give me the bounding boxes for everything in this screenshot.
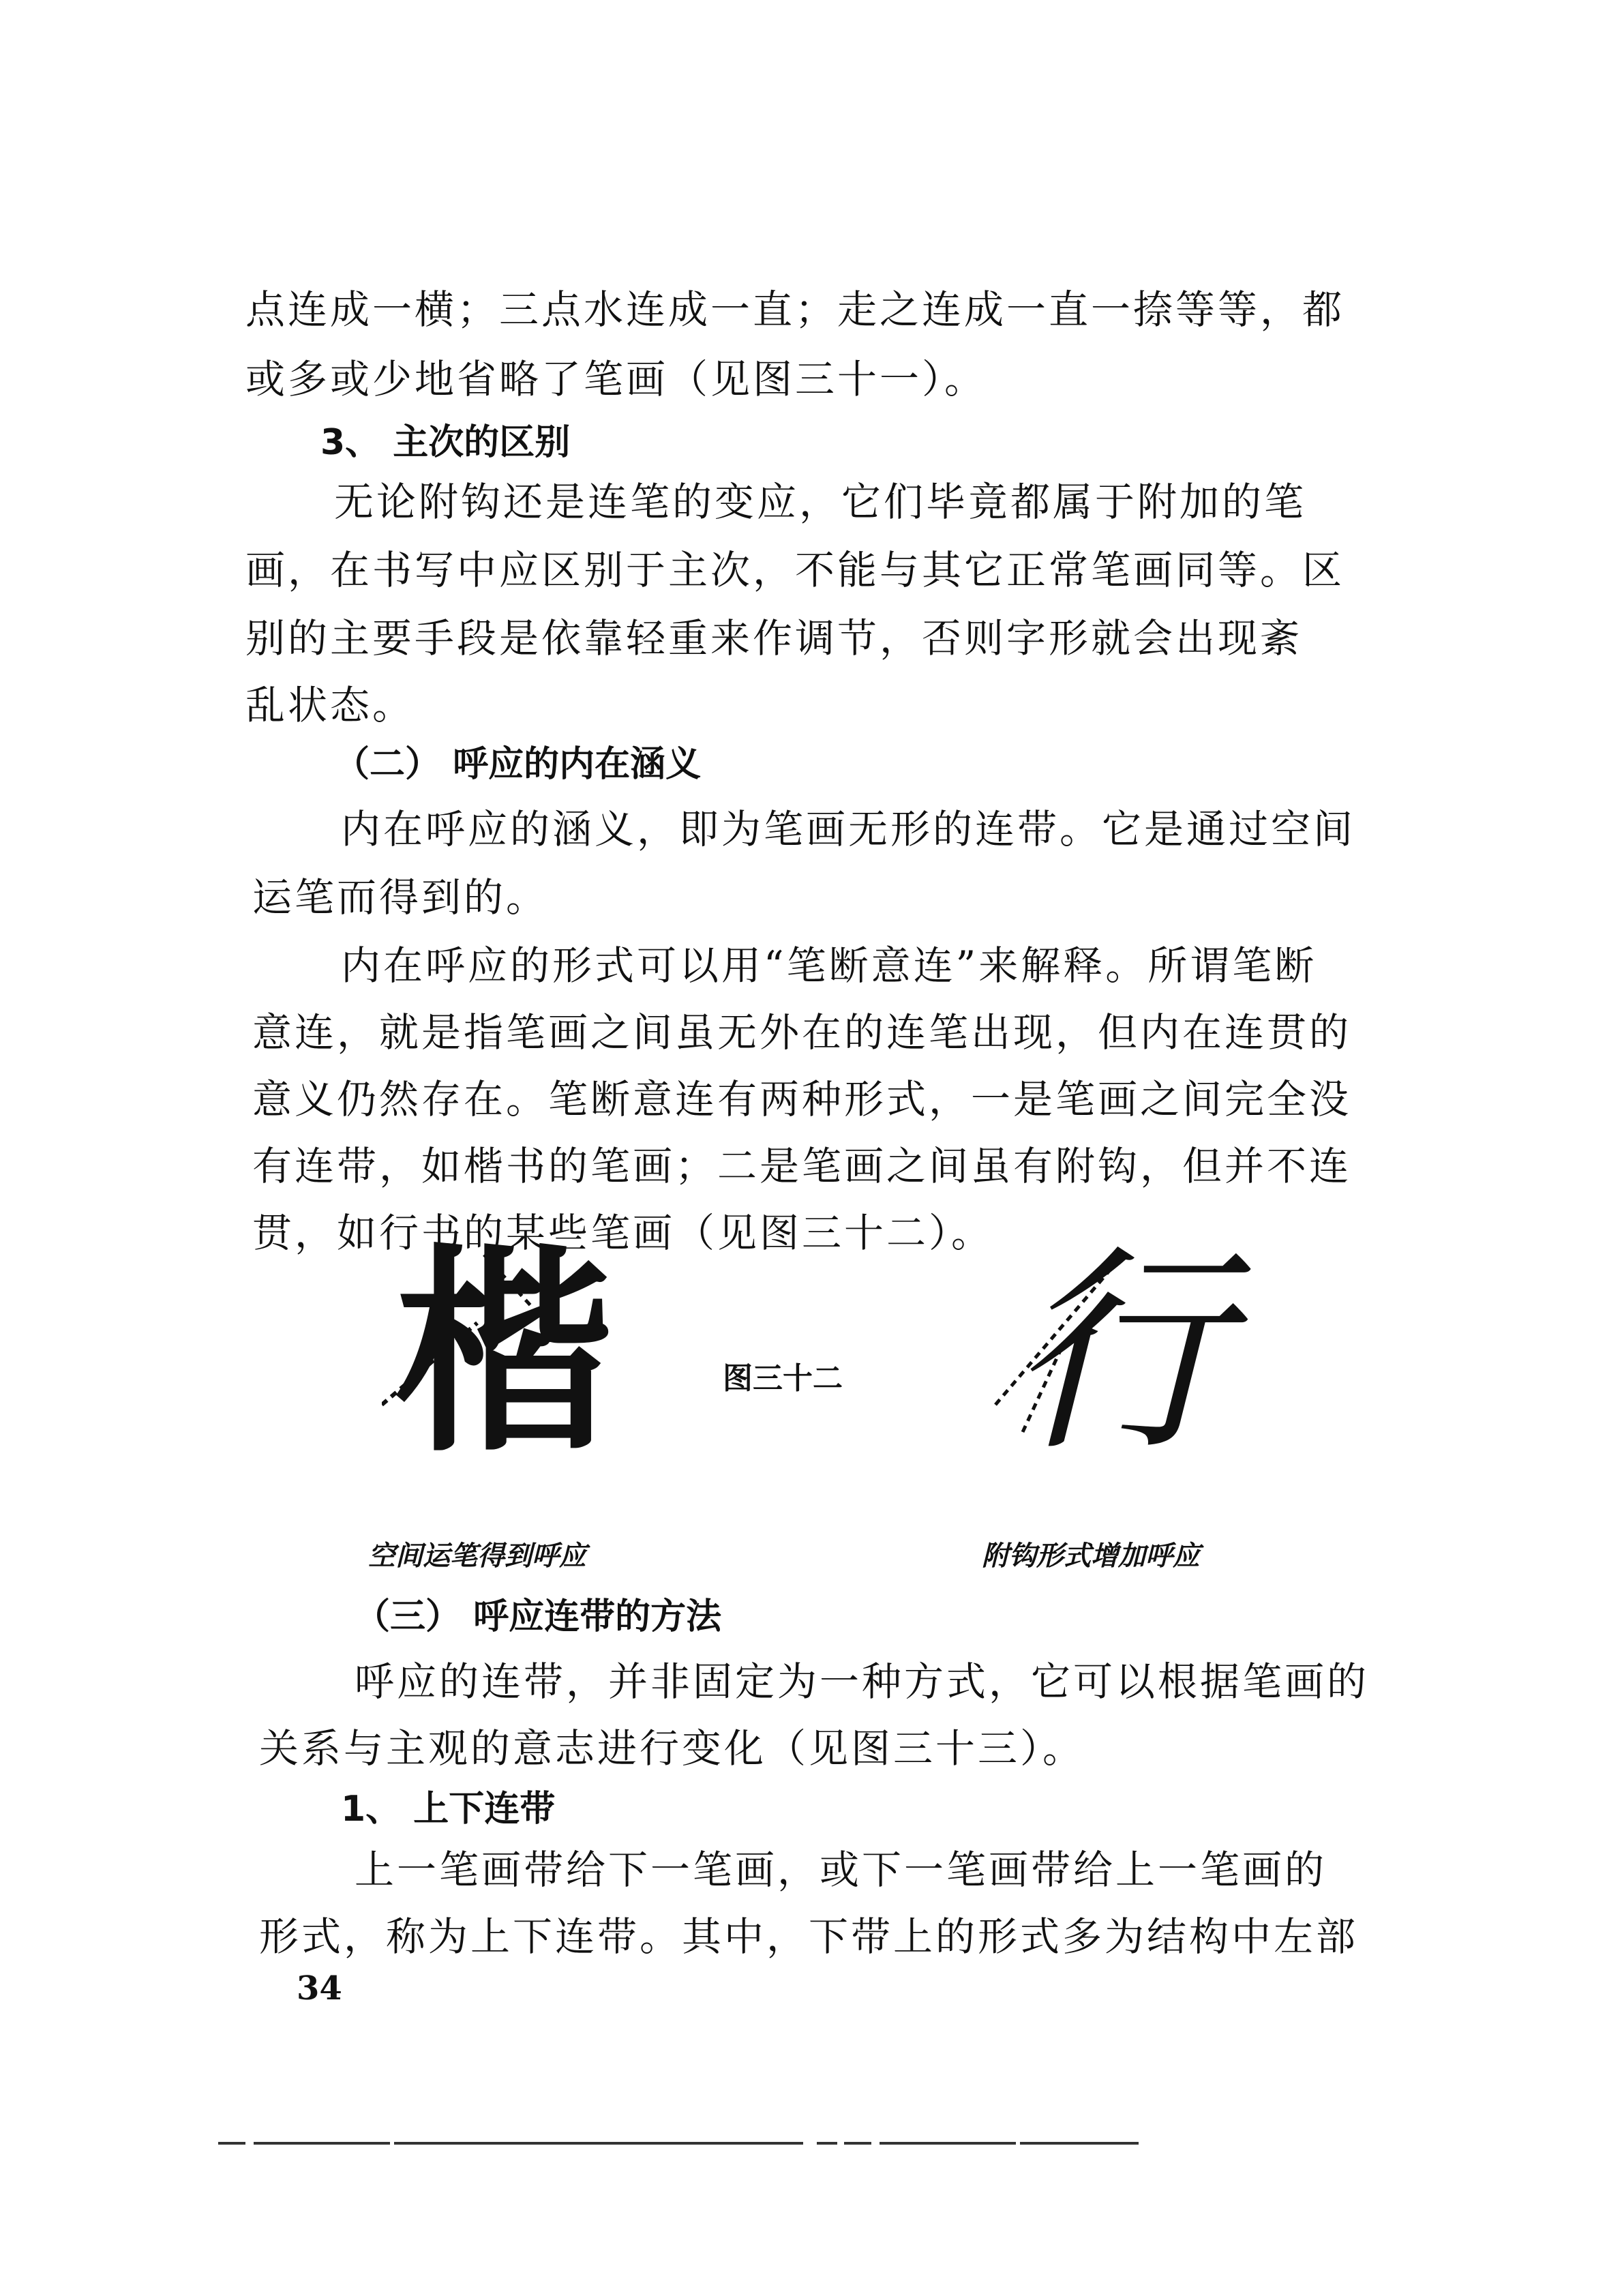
text-line: 内在呼应的涵义，即为笔画无形的连带。它是通过空间: [341, 806, 1356, 852]
text-line: 画，在书写中应区别于主次，不能与其它正常笔画同等。区: [245, 547, 1345, 593]
text-line: 关系与主观的意志进行变化（见图三十三）。: [259, 1725, 1085, 1772]
calligraphy-xing-char: 行: [1009, 1227, 1227, 1480]
scan-artifact-line: [218, 2141, 1139, 2145]
section-heading: 3、 主次的区别: [320, 422, 571, 463]
text-line: 呼应的连带，并非固定为一种方式，它可以根据笔画的: [355, 1658, 1370, 1705]
text-line: 或多或少地省略了笔画（见图三十一）。: [245, 356, 987, 402]
text-line: 形式，称为上下连带。其中，下带上的形式多为结构中左部: [259, 1913, 1359, 1960]
section-heading: （二） 呼应的内在涵义: [334, 744, 702, 785]
figure-caption-left: 空间运笔得到呼应: [368, 1540, 586, 1572]
section-heading: 1、 上下连带: [341, 1789, 556, 1830]
text-line: 运笔而得到的。: [252, 874, 549, 921]
text-line: 贯，如行书的某些笔画（见图三十二）。: [252, 1210, 994, 1256]
figure-label: 图三十二: [723, 1361, 843, 1396]
text-line: 意义仍然存在。笔断意连有两种形式，一是笔画之间完全没: [252, 1076, 1352, 1122]
page-number: 34: [297, 1969, 342, 2008]
text-line: 无论附钩还是连笔的变应，它们毕竟都属于附加的笔: [334, 479, 1307, 525]
text-line: 点连成一横；三点水连成一直；走之连成一直一捺等等，都: [245, 286, 1345, 333]
text-line: 上一笔画带给下一笔画，或下一笔画带给上一笔画的: [355, 1847, 1327, 1893]
section-heading: （三） 呼应连带的方法: [355, 1596, 722, 1637]
text-line: 乱状态。: [245, 682, 415, 728]
text-line: 有连带，如楷书的笔画；二是笔画之间虽有附钩，但并不连: [252, 1143, 1352, 1189]
text-line: 内在呼应的形式可以用“笔断意连”来解释。所谓笔断: [341, 942, 1317, 989]
text-line: 意连，就是指笔画之间虽无外在的连笔出现，但内在连贯的: [252, 1009, 1352, 1056]
figure-caption-right: 附钩形式增加呼应: [982, 1540, 1200, 1572]
text-line: 别的主要手段是依靠轻重来作调节，否则字形就会出现紊: [245, 615, 1303, 661]
calligraphy-kai-char: 楷: [395, 1225, 614, 1481]
